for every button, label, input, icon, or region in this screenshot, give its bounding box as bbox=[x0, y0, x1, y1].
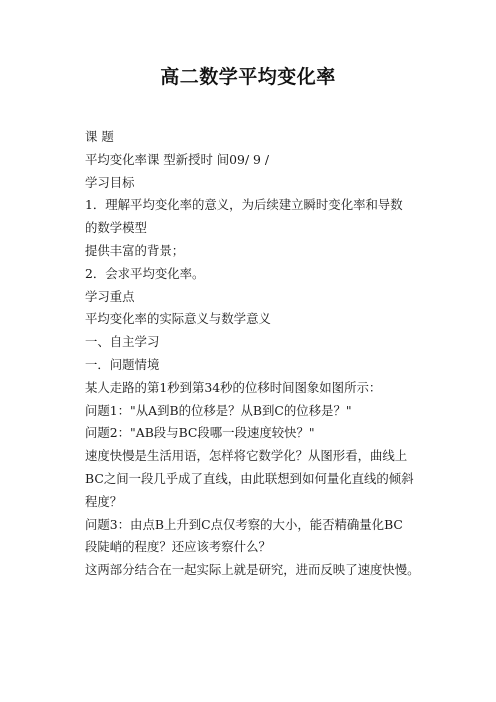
paragraph-line-2: BC之间一段几乎成了直线，由此联想到如何量化直线的倾斜 bbox=[85, 470, 414, 486]
problem-context-text: 某人走路的第1秒到第34秒的位移时间图象如图所示： bbox=[85, 379, 382, 395]
paragraph-line-3: 程度？ bbox=[85, 493, 123, 509]
section-heading-key-points: 学习重点 bbox=[85, 288, 135, 304]
lesson-info-line: 平均变化率课 型新授时 间09/ 9 / bbox=[85, 151, 270, 167]
section-label-topic: 课 题 bbox=[85, 129, 114, 144]
question-3-line-2: 段陡峭的程度？还应该考察什么？ bbox=[85, 539, 271, 555]
section-heading-self-study: 一、自主学习 bbox=[85, 334, 160, 350]
section-heading-objectives: 学习目标 bbox=[85, 174, 135, 190]
document-title: 高二数学平均变化率 bbox=[160, 66, 336, 88]
objective-1-line-3: 提供丰富的背景； bbox=[85, 242, 185, 258]
objective-2: 2．会求平均变化率。 bbox=[85, 265, 205, 281]
document-body bbox=[85, 126, 425, 582]
objective-1-line-1: 1．理解平均变化率的意义，为后续建立瞬时变化率和导数 bbox=[85, 197, 403, 213]
objective-1-line-2: 的数学模型 bbox=[85, 220, 147, 236]
paragraph-line-1: 速度快慢是生活用语，怎样将它数学化？从图形看，曲线上 bbox=[85, 448, 408, 464]
conclusion-line: 这两部分结合在一起实际上就是研究，进而反映了速度快慢。 bbox=[85, 562, 420, 578]
subsection-heading-problem-context: 一．问题情境 bbox=[85, 356, 160, 372]
key-point-text: 平均变化率的实际意义与数学意义 bbox=[85, 311, 271, 327]
question-3-line-1: 问题3：由点B上升到C点仅考察的大小，能否精确量化BC bbox=[85, 516, 403, 532]
question-2: 问题2："AB段与BC段哪一段速度较快？" bbox=[85, 425, 315, 441]
question-1: 问题1："从A到B的位移是？从B到C的位移是？" bbox=[85, 402, 352, 418]
